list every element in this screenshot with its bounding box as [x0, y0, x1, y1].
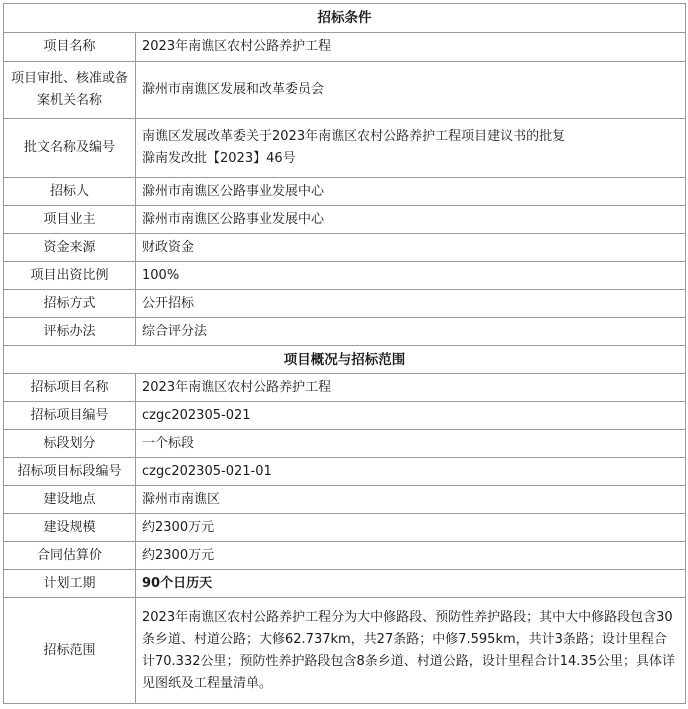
row-value-approval-authority: 滁州市南谯区发展和改革委员会 — [136, 62, 686, 119]
table-row — [4, 290, 686, 318]
section-header-row — [4, 346, 686, 374]
row-label-project-owner: 项目业主 — [4, 206, 136, 234]
row-label-approval-document: 批文名称及编号 — [4, 119, 136, 178]
row-label-tenderer: 招标人 — [4, 178, 136, 206]
section-header-row — [4, 4, 686, 33]
table-row — [4, 374, 686, 402]
row-value-lot-division: 一个标段 — [136, 430, 686, 458]
table-row — [4, 234, 686, 262]
row-value-project-name: 2023年南谯区农村公路养护工程 — [136, 33, 686, 62]
table-row — [4, 178, 686, 206]
section-title-tender-conditions: 招标条件 — [4, 4, 686, 33]
row-value-tender-scope: 2023年南谯区农村公路养护工程分为大中修路段、预防性养护路段；其中大中修路段包含30条乡道、村道公路；大修62.737km，共27条路；中修7.595km，共计3条路；设计里程合计70.332公里；预防性养护路段包含8条乡道、村道公路，设计里程合计14.35公里；具体详见图纸及工程量清单。 — [136, 598, 686, 704]
table-row — [4, 542, 686, 570]
approval-document-title: 南谯区发展改革委关于2023年南谯区农村公路养护工程项目建议书的批复 — [142, 129, 566, 144]
table-row — [4, 62, 686, 119]
row-label-funding-source: 资金来源 — [4, 234, 136, 262]
row-value-project-owner: 滁州市南谯区公路事业发展中心 — [136, 206, 686, 234]
row-label-tender-method: 招标方式 — [4, 290, 136, 318]
tender-table — [3, 3, 686, 704]
row-label-construction-site: 建设地点 — [4, 486, 136, 514]
table-row — [4, 33, 686, 62]
row-label-planned-duration: 计划工期 — [4, 570, 136, 598]
row-label-tender-project-number: 招标项目编号 — [4, 402, 136, 430]
row-label-tender-scope: 招标范围 — [4, 598, 136, 704]
table-row — [4, 570, 686, 598]
approval-document-number: 滁南发改批【2023】46号 — [142, 151, 296, 166]
table-row — [4, 430, 686, 458]
row-label-tender-project-name: 招标项目名称 — [4, 374, 136, 402]
table-row — [4, 119, 686, 178]
row-label-approval-authority: 项目审批、核准或备案机关名称 — [4, 62, 136, 119]
table-row — [4, 206, 686, 234]
section-title-project-overview: 项目概况与招标范围 — [4, 346, 686, 374]
row-value-tender-project-number: czgc202305-021 — [136, 402, 686, 430]
row-label-lot-division: 标段划分 — [4, 430, 136, 458]
row-value-lot-number: czgc202305-021-01 — [136, 458, 686, 486]
row-label-evaluation-method: 评标办法 — [4, 318, 136, 346]
row-label-contract-estimate: 合同估算价 — [4, 542, 136, 570]
row-value-funding-source: 财政资金 — [136, 234, 686, 262]
table-row — [4, 318, 686, 346]
table-row — [4, 486, 686, 514]
row-label-funding-ratio: 项目出资比例 — [4, 262, 136, 290]
row-value-tender-project-name: 2023年南谯区农村公路养护工程 — [136, 374, 686, 402]
row-label-project-name: 项目名称 — [4, 33, 136, 62]
table-row — [4, 598, 686, 704]
table-row — [4, 262, 686, 290]
table-row — [4, 514, 686, 542]
row-value-tenderer: 滁州市南谯区公路事业发展中心 — [136, 178, 686, 206]
table-row — [4, 458, 686, 486]
row-label-lot-number: 招标项目标段编号 — [4, 458, 136, 486]
row-value-approval-document — [136, 119, 686, 178]
row-value-contract-estimate: 约2300万元 — [136, 542, 686, 570]
row-value-construction-site: 滁州市南谯区 — [136, 486, 686, 514]
row-value-tender-method: 公开招标 — [136, 290, 686, 318]
row-value-evaluation-method: 综合评分法 — [136, 318, 686, 346]
row-label-construction-scale: 建设规模 — [4, 514, 136, 542]
row-value-planned-duration: 90个日历天 — [136, 570, 686, 598]
table-row — [4, 402, 686, 430]
row-value-funding-ratio: 100% — [136, 262, 686, 290]
row-value-construction-scale: 约2300万元 — [136, 514, 686, 542]
